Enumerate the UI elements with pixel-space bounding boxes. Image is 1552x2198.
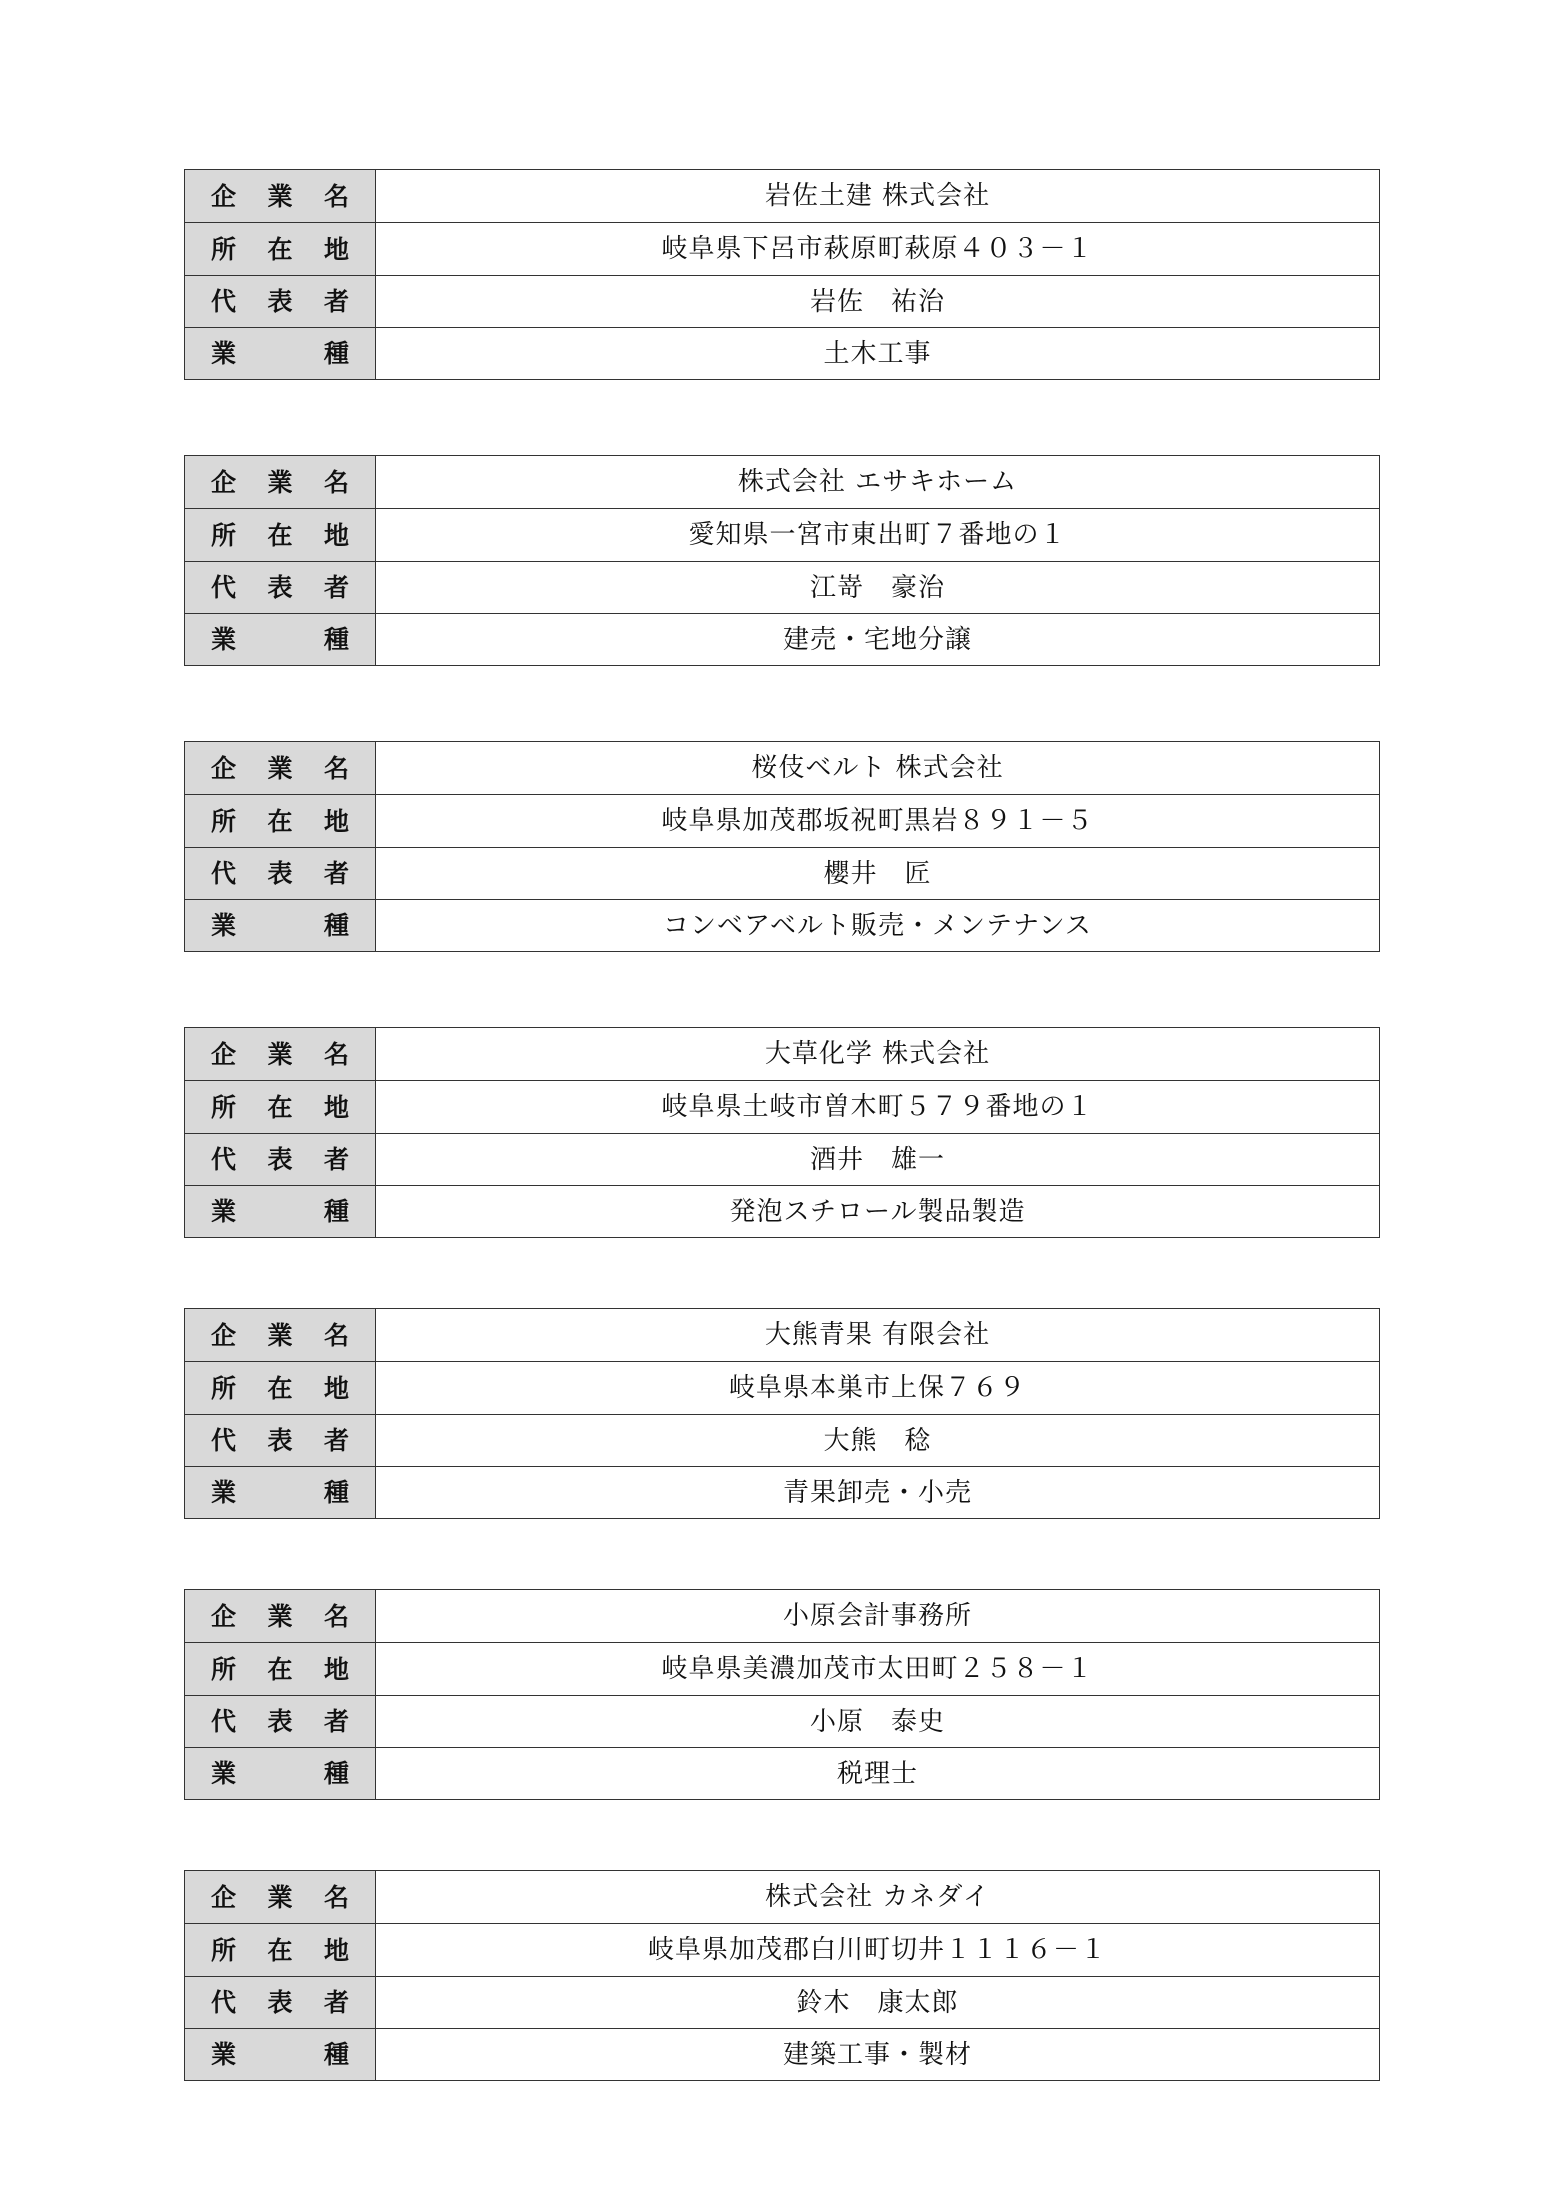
company-name-label: 企 業 名 bbox=[185, 1871, 376, 1924]
representative-value: 鈴木 康太郎 bbox=[376, 1977, 1380, 2029]
address-label: 所 在 地 bbox=[185, 1643, 376, 1696]
address-value: 岐阜県土岐市曽木町５７９番地の１ bbox=[376, 1081, 1380, 1134]
company-table bbox=[184, 455, 1380, 666]
company-table bbox=[184, 169, 1380, 380]
company-name-label: 企 業 名 bbox=[185, 742, 376, 795]
industry-label: 業 種 bbox=[185, 2029, 376, 2081]
representative-value: 小原 泰史 bbox=[376, 1696, 1380, 1748]
address-value: 岐阜県本巣市上保７６９ bbox=[376, 1362, 1380, 1415]
address-label: 所 在 地 bbox=[185, 223, 376, 276]
company-name-value: 小原会計事務所 bbox=[376, 1590, 1380, 1643]
address-label: 所 在 地 bbox=[185, 509, 376, 562]
company-name-value: 株式会社 エサキホーム bbox=[376, 456, 1380, 509]
representative-value: 江嵜 豪治 bbox=[376, 562, 1380, 614]
address-label: 所 在 地 bbox=[185, 1924, 376, 1977]
representative-value: 岩佐 祐治 bbox=[376, 276, 1380, 328]
company-name-value: 大熊青果 有限会社 bbox=[376, 1309, 1380, 1362]
company-name-label: 企 業 名 bbox=[185, 170, 376, 223]
industry-label: 業 種 bbox=[185, 614, 376, 666]
company-table bbox=[184, 1308, 1380, 1519]
representative-label: 代 表 者 bbox=[185, 848, 376, 900]
company-name-value: 岩佐土建 株式会社 bbox=[376, 170, 1380, 223]
representative-label: 代 表 者 bbox=[185, 1134, 376, 1186]
address-value: 岐阜県加茂郡白川町切井１１１６－１ bbox=[376, 1924, 1380, 1977]
representative-label: 代 表 者 bbox=[185, 1696, 376, 1748]
industry-value: 建売・宅地分譲 bbox=[376, 614, 1380, 666]
company-name-value: 大草化学 株式会社 bbox=[376, 1028, 1380, 1081]
address-value: 岐阜県美濃加茂市太田町２５８－１ bbox=[376, 1643, 1380, 1696]
industry-value: 発泡スチロール製品製造 bbox=[376, 1186, 1380, 1238]
industry-label: 業 種 bbox=[185, 328, 376, 380]
company-name-value: 株式会社 カネダイ bbox=[376, 1871, 1380, 1924]
representative-label: 代 表 者 bbox=[185, 1977, 376, 2029]
industry-value: 土木工事 bbox=[376, 328, 1380, 380]
address-value: 愛知県一宮市東出町７番地の１ bbox=[376, 509, 1380, 562]
company-table bbox=[184, 1589, 1380, 1800]
representative-label: 代 表 者 bbox=[185, 1415, 376, 1467]
address-label: 所 在 地 bbox=[185, 795, 376, 848]
industry-value: コンベアベルト販売・メンテナンス bbox=[376, 900, 1380, 952]
company-name-label: 企 業 名 bbox=[185, 456, 376, 509]
representative-value: 大熊 稔 bbox=[376, 1415, 1380, 1467]
representative-label: 代 表 者 bbox=[185, 562, 376, 614]
representative-label: 代 表 者 bbox=[185, 276, 376, 328]
company-name-label: 企 業 名 bbox=[185, 1028, 376, 1081]
company-table bbox=[184, 1027, 1380, 1238]
company-table bbox=[184, 741, 1380, 952]
company-table bbox=[184, 1870, 1380, 2081]
address-label: 所 在 地 bbox=[185, 1362, 376, 1415]
industry-value: 建築工事・製材 bbox=[376, 2029, 1380, 2081]
address-label: 所 在 地 bbox=[185, 1081, 376, 1134]
representative-value: 酒井 雄一 bbox=[376, 1134, 1380, 1186]
industry-value: 青果卸売・小売 bbox=[376, 1467, 1380, 1519]
address-value: 岐阜県加茂郡坂祝町黒岩８９１－５ bbox=[376, 795, 1380, 848]
company-name-label: 企 業 名 bbox=[185, 1309, 376, 1362]
industry-label: 業 種 bbox=[185, 1186, 376, 1238]
industry-label: 業 種 bbox=[185, 1748, 376, 1800]
industry-value: 税理士 bbox=[376, 1748, 1380, 1800]
address-value: 岐阜県下呂市萩原町萩原４０３－１ bbox=[376, 223, 1380, 276]
company-name-value: 桜伎ベルト 株式会社 bbox=[376, 742, 1380, 795]
industry-label: 業 種 bbox=[185, 900, 376, 952]
representative-value: 櫻井 匠 bbox=[376, 848, 1380, 900]
industry-label: 業 種 bbox=[185, 1467, 376, 1519]
company-name-label: 企 業 名 bbox=[185, 1590, 376, 1643]
